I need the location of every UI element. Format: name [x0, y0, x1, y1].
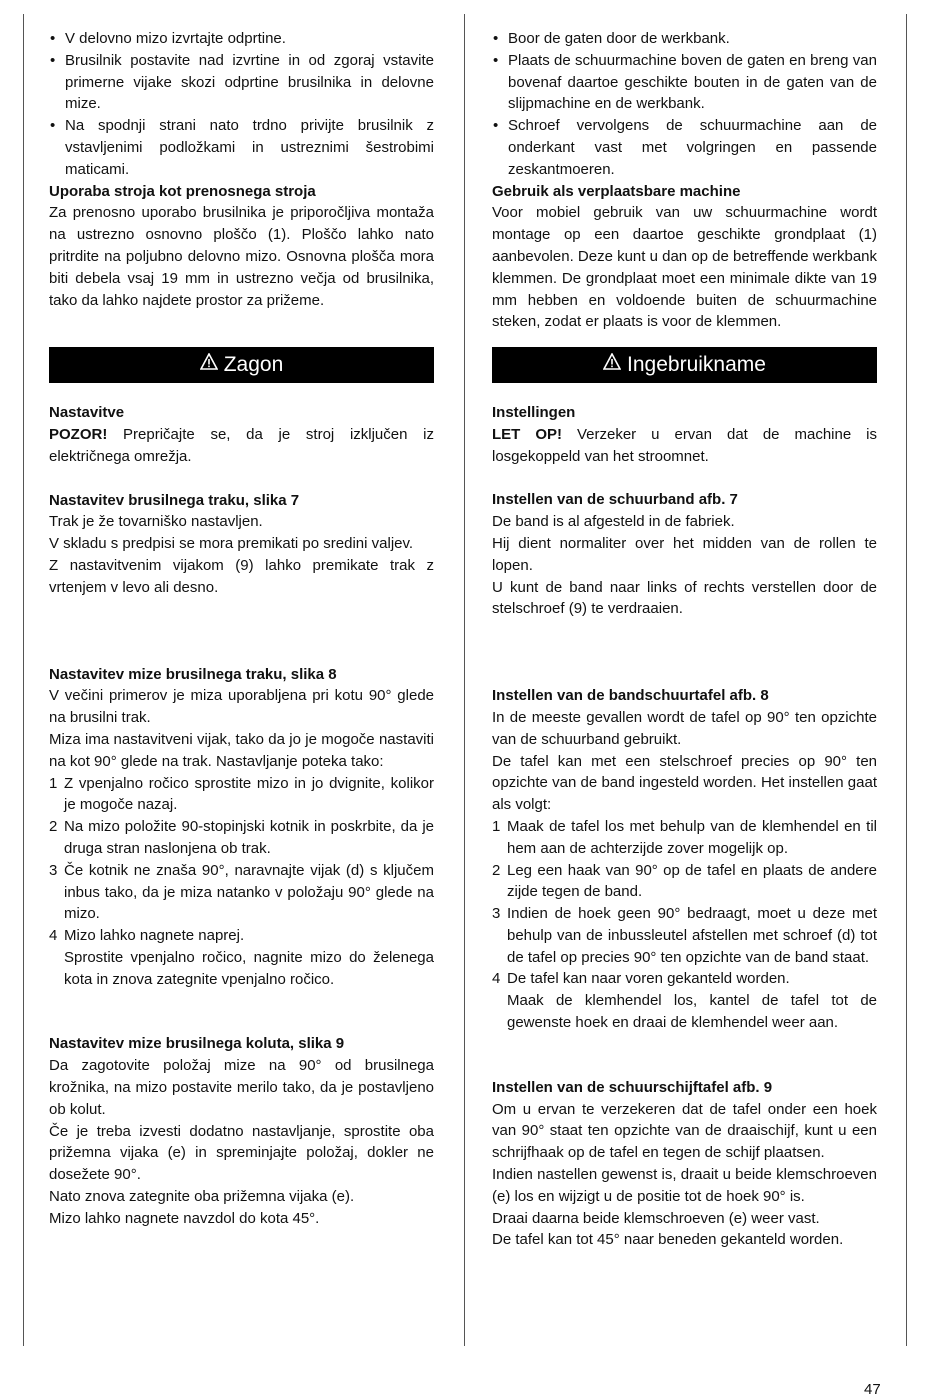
paragraph: Miza ima nastavitveni vijak, tako da jo je mogoče nastaviti na kot 90° glede na trak. Nastavljanje poteka tako: — [49, 730, 434, 770]
list-item: • Plaats de schuurmachine boven de gaten en breng van bovenaf daartoe geschikte bouten in de gaten van de slijpmachine en de werkbank. — [492, 50, 877, 115]
banner-title: Zagon — [223, 353, 284, 377]
list-item: • V delovno mizo izvrtajte odprtine. — [49, 28, 434, 50]
paragraph: Draai daarna beide klemschroeven (e) weer vast. — [492, 1209, 820, 1227]
paragraph: De band is al afgesteld in de fabriek. — [492, 513, 735, 531]
warning-triangle-icon — [200, 346, 218, 382]
section-banner — [492, 347, 877, 383]
list-item: 2 Leg een haak van 90° op de tafel en plaats de andere zijde tegen de band. — [492, 861, 877, 901]
paragraph: De tafel kan tot 45° naar beneden gekanteld worden. — [492, 1231, 844, 1249]
list-item: 4 Mizo lahko nagnete naprej. Sprostite vpenjalno ročico, nagnite mizo do želenega kota in znova zategnite vpenjalno ročico. — [49, 927, 434, 988]
settings-heading: Instellingen — [492, 404, 576, 422]
paragraph: Z nastavitvenim vijakom (9) lahko premikate trak z vrtenjem v levo ali desno. — [49, 556, 434, 596]
paragraph: Hij dient normaliter over het midden van de rollen te lopen. — [492, 534, 877, 574]
page-number: 47 — [864, 1381, 881, 1398]
list-item: 3 Če kotnik ne znaša 90°, naravnajte vijak (d) s ključem inbus tako, da je miza natanko v položaju 90° glede na mizo. — [49, 861, 434, 923]
banner-title: Ingebruikname — [627, 353, 766, 377]
caution-label: POZOR! — [49, 426, 108, 444]
paragraph: Da zagotovite položaj mize na 90° od brusilnega krožnika, na mizo postavite merilo tako, da je postavljeno ob kolut. — [49, 1057, 434, 1118]
center-divider-rule — [464, 14, 465, 1346]
list-item: 3 Indien de hoek geen 90° bedraagt, moet u deze met behulp van de inbussleutel afstellen met schroef (d) tot de tafel op precies 90° ten opzichte van de band staat. — [492, 905, 877, 966]
list-item: • Brusilnik postavite nad izvrtine in od zgoraj vstavite primerne vijake skozi odprtine brusilnika in delovne mize. — [49, 50, 434, 115]
paragraph: Indien nastellen gewenst is, draait u beide klemschroeven (e) los en wijzigt u de positie tot de hoek 90° is. — [492, 1166, 877, 1205]
section-banner — [49, 347, 434, 383]
table-steps-list — [492, 816, 877, 1034]
caution-text: Prepričajte se, da je stroj izključen iz električnega omrežja. — [49, 426, 434, 465]
paragraph: U kunt de band naar links of rechts verstellen door de stelschroef (9) te verdraaien. — [492, 578, 877, 618]
left-column — [49, 28, 434, 1230]
settings-heading: Nastavitve — [49, 404, 125, 422]
paragraph: V skladu s predpisi se mora premikati po sredini valjev. — [49, 535, 414, 553]
caution-label: LET OP! — [492, 425, 562, 443]
list-item: • Na spodnji strani nato trdno privijte brusilnik z vstavljenimi podložkami in ustreznimi šestrobimi maticami. — [49, 115, 434, 180]
paragraph: De tafel kan met een stelschroef precies op 90° ten opzichte van de band ingesteld worden. Het instellen gaat als volgt: — [492, 752, 877, 814]
mounting-steps-list — [49, 28, 434, 181]
portable-use-text: Za prenosno uporabo brusilnika je priporočljiva montaža na ustrezno osnovno ploščo (1). Ploščo lahko nato pritrdite na poljubno delovno mizo. Osnovna plošča mora biti debela vsaj 19 mm in ustrezno večja od brusilnika, tako da lahko najdete prostor za prižeme. — [49, 204, 434, 309]
list-item: 4 De tafel kan naar voren gekanteld worden. Maak de klemhendel los, kantel de tafel tot de gewenste hoek en draai de klemhendel weer aan. — [492, 970, 877, 1032]
list-item: • Boor de gaten door de werkbank. — [492, 28, 877, 50]
list-item: • Schroef vervolgens de schuurmachine aan de onderkant vast met volgringen en passende zeskantmoeren. — [492, 115, 877, 180]
paragraph: Če je treba izvesti dodatno nastavljanje, sprostite oba prižemna vijaka (e) in spreminjajte položaj, dokler ne dosežete 90°. — [49, 1122, 434, 1184]
list-item: 1 Maak de tafel los met behulp van de klemhendel en til hem aan de achterzijde zover mogelijk op. — [492, 817, 877, 857]
mounting-steps-list — [492, 28, 877, 181]
belt-adjust-heading: Instellen van de schuurband afb. 7 — [492, 491, 738, 509]
paragraph: Trak je že tovarniško nastavljen. — [49, 513, 263, 531]
belt-table-heading: Instellen van de bandschuurtafel afb. 8 — [492, 687, 769, 705]
paragraph: V večini primerov je miza uporabljena pri kotu 90° glede na brusilni trak. — [49, 687, 434, 727]
disc-table-heading: Instellen van de schuurschijftafel afb. 9 — [492, 1078, 773, 1096]
belt-table-heading: Nastavitev mize brusilnega traku, slika 8 — [49, 665, 337, 683]
caution-paragraph — [49, 424, 434, 468]
list-item: 2 Na mizo položite 90-stopinjski kotnik in poskrbite, da je druga stran naslonjena ob trak. — [49, 818, 434, 857]
caution-paragraph — [492, 424, 877, 468]
left-border-rule — [23, 14, 24, 1346]
portable-use-heading: Uporaba stroja kot prenosnega stroja — [49, 182, 316, 200]
paragraph: Mizo lahko nagnete navzdol do kota 45°. — [49, 1209, 320, 1227]
paragraph: In de meeste gevallen wordt de tafel op 90° ten opzichte van de schuurband gebruikt. — [492, 708, 877, 748]
caution-text: Verzeker u ervan dat de machine is losgekoppeld van het stroomnet. — [492, 425, 877, 465]
portable-use-text: Voor mobiel gebruik van uw schuurmachine wordt montage op een daartoe geschikte grondplaat (1) aanbevolen. Deze kunt u dan op de betreffende werkbank klemmen. De grondplaat moet een minimale dikte van 19 mm hebben en voldoende buiten de schuurmachine steken, zodat er plaats is voor de klemmen. — [492, 204, 878, 331]
belt-adjust-heading: Nastavitev brusilnega traku, slika 7 — [49, 491, 300, 509]
warning-triangle-icon — [603, 346, 621, 382]
paragraph: Om u ervan te verzekeren dat de tafel onder een hoek van 90° staat ten opzichte van de draaischijf, kunt u een schrijfhaak op de tafel en tegen de schijf plaatsen. — [492, 1100, 877, 1162]
list-item: 1 Z vpenjalno ročico sprostite mizo in jo dvignite, kolikor je mogoče nazaj. — [49, 774, 434, 814]
right-column — [492, 28, 877, 1251]
right-border-rule — [906, 14, 907, 1346]
table-steps-list — [49, 773, 434, 991]
portable-use-heading: Gebruik als verplaatsbare machine — [492, 182, 741, 200]
paragraph: Nato znova zategnite oba prižemna vijaka (e). — [49, 1188, 355, 1206]
disc-table-heading: Nastavitev mize brusilnega koluta, slika 9 — [49, 1035, 345, 1053]
